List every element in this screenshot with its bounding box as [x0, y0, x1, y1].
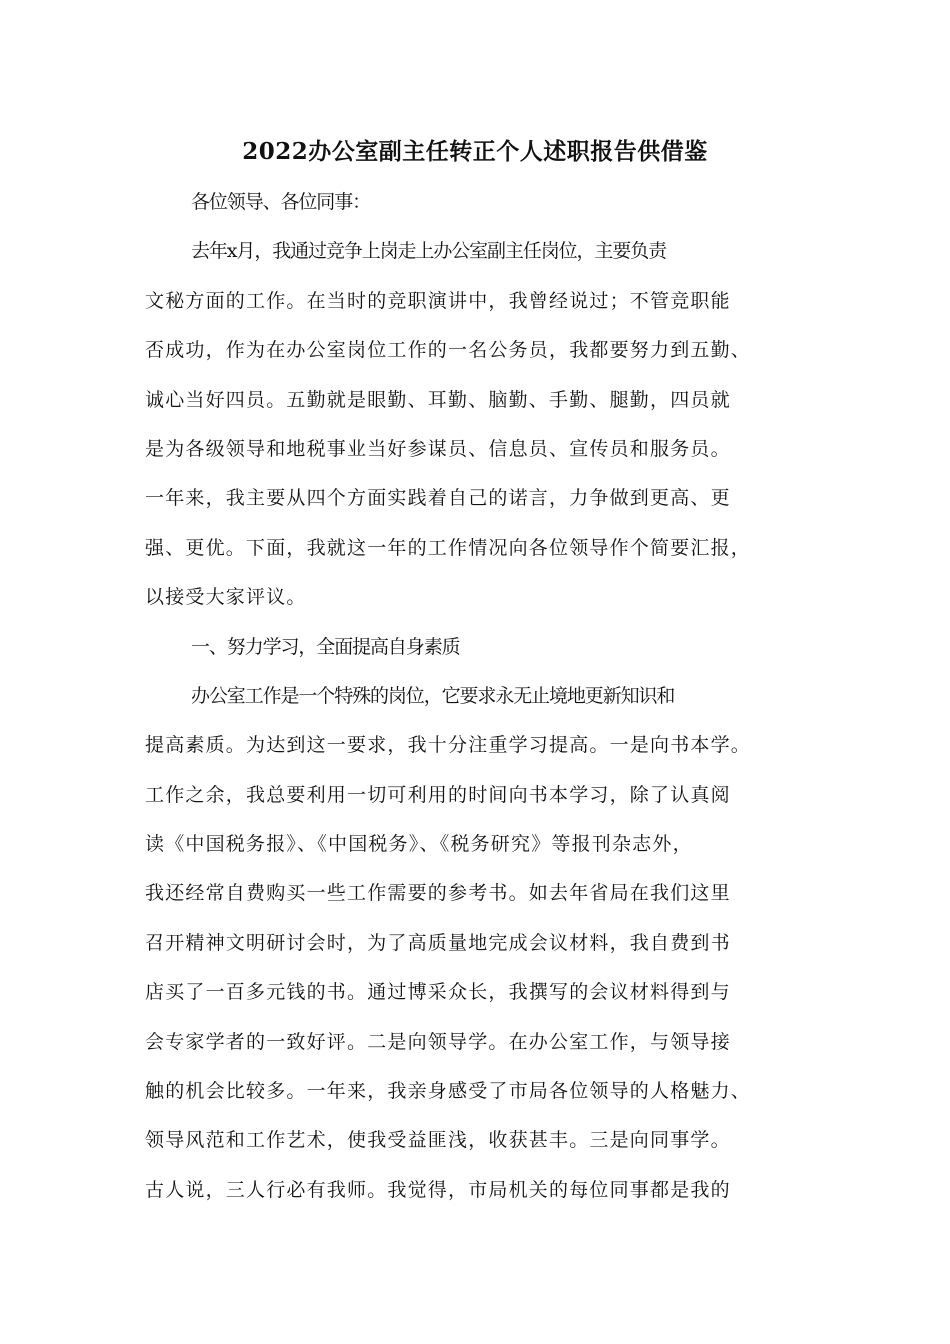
text-line: 以接受大家评议。: [145, 586, 307, 609]
text-line: 领导风范和工作艺术，使我受益匪浅，收获甚丰。三是向同事学。: [145, 1129, 731, 1152]
text-line: 强、更优。下面，我就这一年的工作情况向各位领导作个简要汇报，: [145, 536, 752, 559]
text-line: 一年来，我主要从四个方面实践着自己的诺言，力争做到更高、更: [145, 487, 731, 510]
text-line: 提高素质。为达到这一要求，我十分注重学习提高。一是向书本学。: [145, 734, 752, 757]
document-title: 2022办公室副主任转正个人述职报告供借鉴: [242, 138, 708, 165]
text-line: 各位领导、各位同事：: [191, 191, 371, 213]
text-line: 我还经常自费购买一些工作需要的参考书。如去年省局在我们这里: [145, 882, 731, 905]
text-line: 文秘方面的工作。在当时的竞职演讲中，我曾经说过；不管竞职能: [145, 289, 731, 312]
text-line: 店买了一百多元钱的书。通过博采众长，我撰写的会议材料得到与: [145, 981, 731, 1004]
text-line: 触的机会比较多。一年来，我亲身感受了市局各位领导的人格魅力、: [145, 1080, 752, 1103]
text-line: 否成功，作为在办公室岗位工作的一名公务员，我都要努力到五勤、: [145, 339, 752, 362]
text-line: 读《中国税务报》、《中国税务》、《税务研究》等报刊杂志外，: [145, 833, 693, 856]
text-line: 是为各级领导和地税事业当好参谋员、信息员、宣传员和服务员。: [145, 437, 731, 460]
text-line: 古人说，三人行必有我师。我觉得，市局机关的每位同事都是我的: [145, 1178, 731, 1201]
text-line: 工作之余，我总要利用一切可利用的时间向书本学习，除了认真阅: [145, 783, 731, 806]
text-line: 诚心当好四员。五勤就是眼勤、耳勤、脑勤、手勤、腿勤，四员就: [145, 388, 731, 411]
text-line: 一、努力学习，全面提高自身素质: [191, 635, 460, 658]
document-body: [145, 183, 845, 1220]
text-line: 会专家学者的一致好评。二是向领导学。在办公室工作，与领导接: [145, 1030, 731, 1053]
text-line: 去年x月，我通过竞争上岗走上办公室副主任岗位，主要负责: [191, 240, 667, 263]
text-line: 召开精神文明研讨会时，为了高质量地完成会议材料，我自费到书: [145, 931, 731, 954]
text-line: 办公室工作是一个特殊的岗位，它要求永无止境地更新知识和: [191, 684, 675, 707]
